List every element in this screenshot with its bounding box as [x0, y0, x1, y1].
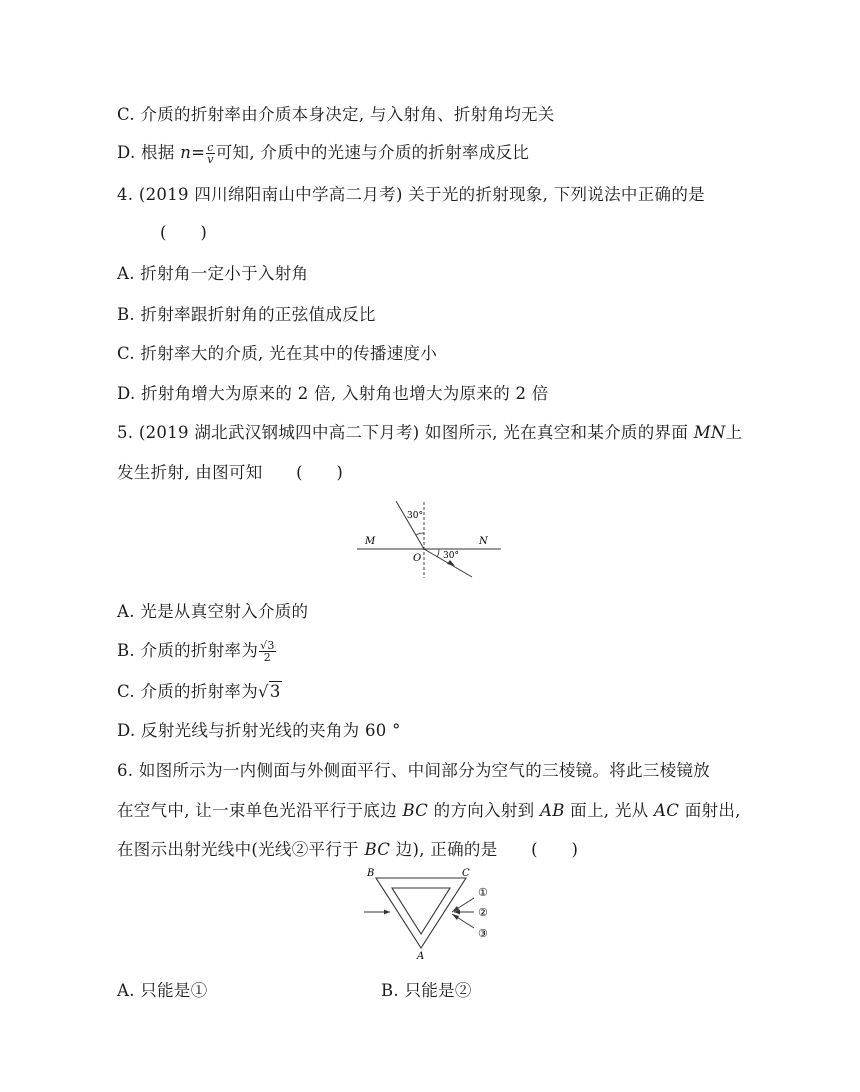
angle-arc-bottom [437, 549, 439, 557]
q4-stem: 4. (2019 四川绵阳南山中学高二月考) 关于光的折射现象, 下列说法中正确的是 [117, 185, 705, 204]
q5-option-c-sqrt [258, 682, 282, 701]
q6-stem-line3 [117, 836, 578, 860]
q3-formula-eq: = [191, 143, 206, 162]
q6-stem3-a: 在图示出射光线中(光线②平行于 [117, 840, 365, 859]
label-b: B [367, 868, 375, 879]
angle-label-top: 30° [407, 511, 423, 521]
q3-option-d [117, 139, 529, 165]
label-m: M [365, 536, 376, 547]
q6-stem-line2 [117, 797, 741, 821]
q4-option-a: A. 折射角一定小于入射角 [117, 264, 309, 283]
q3-formula-n: n [180, 143, 192, 162]
label-c: C [462, 868, 470, 879]
q6-stem2-a: 在空气中, 让一束单色光沿平行于底边 [117, 801, 403, 820]
q6-stem2-ac: AC [654, 801, 680, 820]
q6-stem2-b: 的方向入射到 [428, 801, 540, 820]
q3-option-d-prefix: D. 根据 [117, 143, 181, 162]
incident-arrow-icon [384, 910, 390, 915]
label-o: O [413, 553, 422, 564]
incident-ray [396, 501, 424, 549]
sqrt-radicand: 3 [269, 682, 281, 701]
q3-option-d-suffix: 可知, 介质中的光速与介质的折射率成反比 [215, 143, 530, 162]
q6-stem3-bc: BC [364, 840, 391, 859]
angle-arc-top [416, 533, 424, 535]
exit-arrow-3-icon [452, 914, 459, 920]
q5-option-b-denominator: 2 [263, 651, 272, 664]
ray-label-3: ③ [478, 927, 488, 940]
q5-stem-line2: 发生折射, 由图可知 ( ) [117, 463, 344, 482]
q6-prism-figure [362, 866, 502, 962]
q5-option-c-prefix: C. 介质的折射率为 [117, 682, 259, 701]
label-a: A [417, 951, 425, 962]
q5-option-b [117, 637, 277, 663]
q5-option-b-numerator: √3 [260, 639, 275, 652]
angle-label-bottom: 30° [443, 551, 459, 561]
q5-stem-end: 上 [725, 423, 743, 442]
q6-stem2-bc: BC [402, 801, 429, 820]
q5-option-d: D. 反射光线与折射光线的夹角为 60 ° [117, 721, 401, 740]
q5-option-c [117, 678, 282, 702]
ray-label-1: ① [478, 886, 488, 899]
q3-option-c: C. 介质的折射率由介质本身决定, 与入射角、折射角均无关 [117, 105, 555, 124]
q6-stem-line1: 6. 如图所示为一内侧面与外侧面平行、中间部分为空气的三棱镜。将此三棱镜放 [117, 761, 711, 780]
q4-option-d: D. 折射角增大为原来的 2 倍, 入射角也增大为原来的 2 倍 [117, 384, 549, 403]
q6-stem2-c: 面上, 光从 [564, 801, 655, 820]
ray-label-2: ② [478, 906, 488, 919]
q6-option-a: A. 只能是① [117, 981, 208, 1000]
q4-option-b: B. 折射率跟折射角的正弦值成反比 [117, 305, 376, 324]
sqrt-symbol: √ [258, 682, 269, 701]
q5-stem-text: 5. (2019 湖北武汉钢城四中高二下月考) 如图所示, 光在真空和某介质的界面 [117, 423, 694, 442]
q4-option-c: C. 折射率大的介质, 光在其中的传播速度小 [117, 344, 438, 363]
q6-stem3-b: 边), 正确的是 ( ) [390, 840, 579, 859]
label-n: N [479, 536, 488, 547]
q3-formula-v: v [207, 153, 214, 166]
q5-stem-line1 [117, 419, 742, 443]
q6-stem2-ab: AB [539, 801, 565, 820]
q6-option-b: B. 只能是② [381, 981, 472, 1000]
q5-refraction-figure [355, 500, 503, 580]
q3-formula-c: c [207, 141, 214, 154]
q5-option-b-fraction [259, 640, 276, 663]
q5-option-a: A. 光是从真空射入介质的 [117, 602, 309, 621]
q3-formula-fraction [206, 142, 214, 165]
q5-stem-mn: MN [693, 423, 726, 442]
q5-option-b-prefix: B. 介质的折射率为 [117, 641, 259, 660]
prism-inner-triangle [392, 888, 450, 934]
q6-stem2-d: 面射出, [679, 801, 741, 820]
q4-answer-blank: ( ) [160, 223, 208, 242]
